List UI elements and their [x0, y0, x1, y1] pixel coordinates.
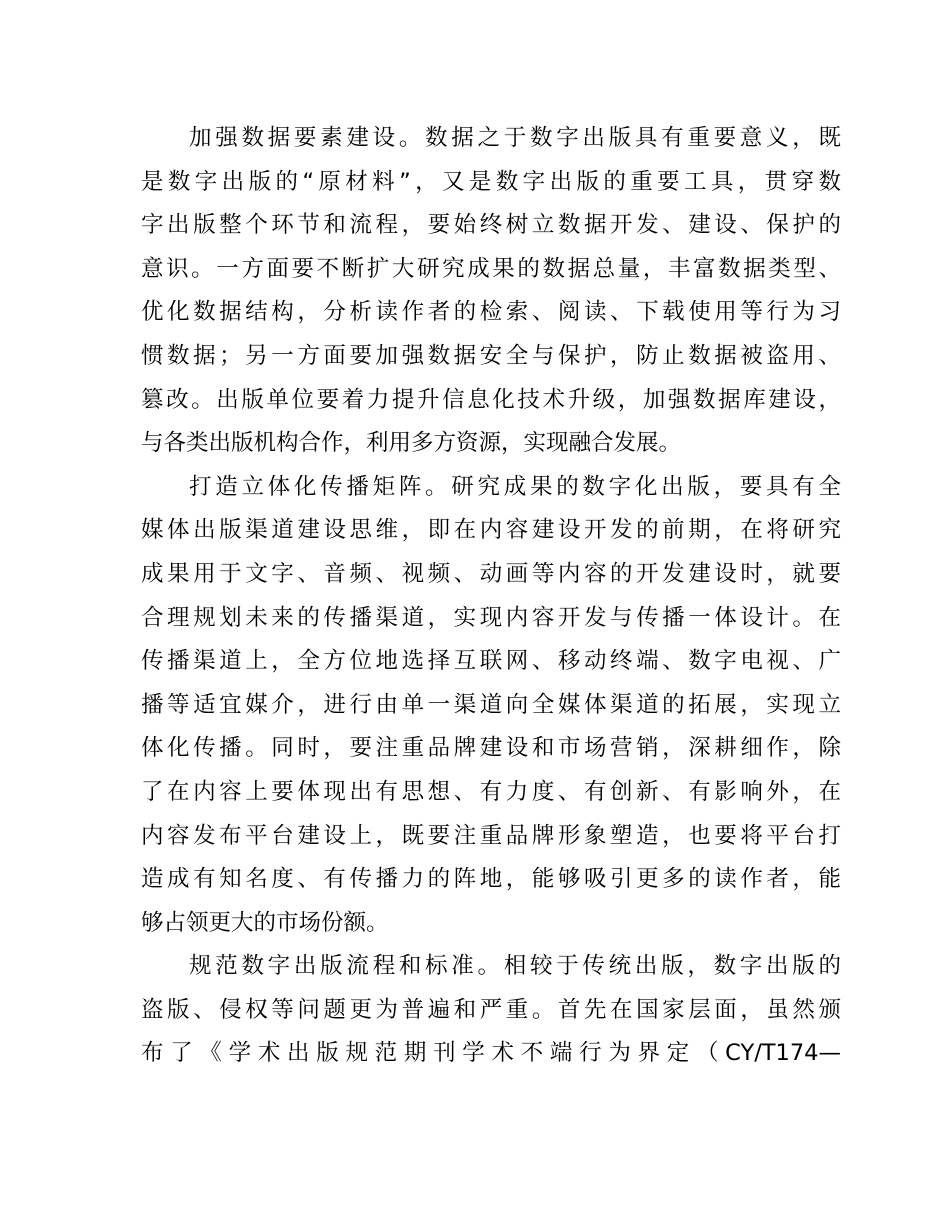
paragraph-line: 布了《学术出版规范期刊学术不端行为界定（CY/T174— [141, 1040, 841, 1067]
document-body [141, 117, 841, 1076]
paragraph-line: 与各类出版机构合作，利用多方资源，实现融合发展。 [141, 430, 682, 457]
paragraph-line: 媒体出版渠道建设思维，即在内容建设开发的前期，在将研究 [141, 517, 841, 544]
paragraph-communication-matrix [141, 466, 841, 946]
paragraph-line: 优化数据结构，分析读作者的检索、阅读、下载使用等行为习 [141, 299, 841, 326]
paragraph-line: 盗版、侵权等问题更为普遍和严重。首先在国家层面，虽然颁 [141, 996, 841, 1023]
paragraph-line: 篡改。出版单位要着力提升信息化技术升级，加强数据库建设， [141, 386, 841, 413]
paragraph-line: 成果用于文字、音频、视频、动画等内容的开发建设时，就要 [141, 560, 841, 587]
paragraph-line: 了在内容上要体现出有思想、有力度、有创新、有影响外，在 [141, 778, 841, 805]
paragraph-line: 惯数据；另一方面要加强数据安全与保护，防止数据被盗用、 [141, 342, 841, 369]
paragraph-data-elements [141, 117, 841, 466]
paragraph-line: 字出版整个环节和流程，要始终树立数据开发、建设、保护的 [141, 212, 841, 239]
paragraph-line: 播等适宜媒介，进行由单一渠道向全媒体渠道的拓展，实现立 [141, 691, 841, 718]
paragraph-line: 规范数字出版流程和标准。相较于传统出版，数字出版的 [189, 953, 841, 980]
paragraph-line: 造成有知名度、有传播力的阵地，能够吸引更多的读作者，能 [141, 866, 841, 893]
paragraph-standards [141, 945, 841, 1076]
paragraph-line: 合理规划未来的传播渠道，实现内容开发与传播一体设计。在 [141, 604, 841, 631]
paragraph-line: 内容发布平台建设上，既要注重品牌形象塑造，也要将平台打 [141, 822, 841, 849]
paragraph-line: 够占领更大的市场份额。 [141, 909, 389, 936]
paragraph-line: 打造立体化传播矩阵。研究成果的数字化出版，要具有全 [189, 473, 841, 500]
paragraph-line: 加强数据要素建设。数据之于数字出版具有重要意义，既 [189, 125, 841, 151]
paragraph-line: 是数字出版的“原材料”，又是数字出版的重要工具，贯穿数 [141, 168, 841, 195]
paragraph-line: 体化传播。同时，要注重品牌建设和市场营销，深耕细作，除 [141, 735, 841, 762]
paragraph-line: 意识。一方面要不断扩大研究成果的数据总量，丰富数据类型、 [141, 255, 841, 282]
paragraph-line: 传播渠道上，全方位地选择互联网、移动终端、数字电视、广 [141, 648, 841, 675]
